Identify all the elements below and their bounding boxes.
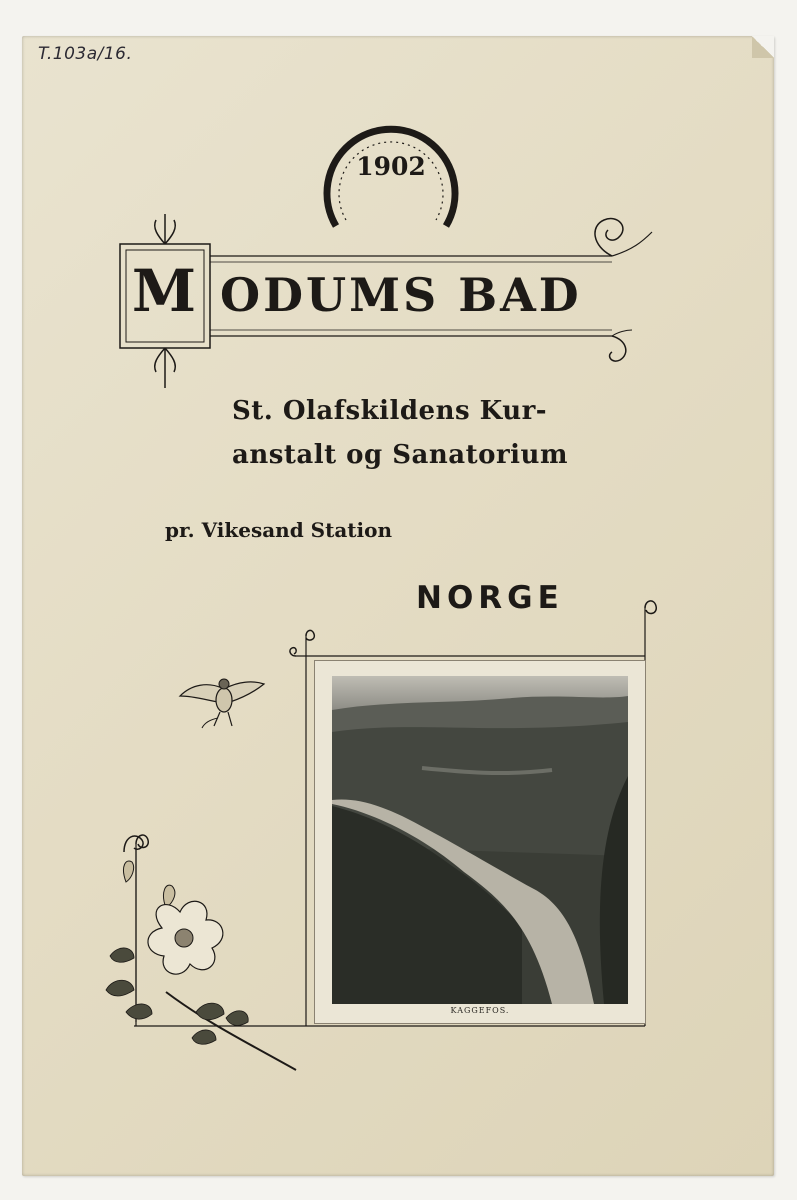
- photo-caption: KAGGEFOS.: [450, 1006, 510, 1015]
- catalog-number: T.103a/16.: [38, 44, 133, 64]
- subtitle-line-2: anstalt og Sanatorium: [232, 440, 568, 470]
- wild-rose-illustration-icon: [96, 822, 306, 1072]
- country-name: NORGE: [416, 580, 564, 616]
- station-line: pr. Vikesand Station: [165, 518, 393, 542]
- title-main: ODUMS BAD: [220, 268, 582, 322]
- publication-year: 1902: [356, 152, 426, 181]
- bird-illustration-icon: [178, 670, 266, 730]
- title-initial-letter: M: [131, 257, 197, 325]
- subtitle-line-1: St. Olafskildens Kur-: [232, 396, 548, 426]
- kaggefos-photograph: [332, 676, 628, 1004]
